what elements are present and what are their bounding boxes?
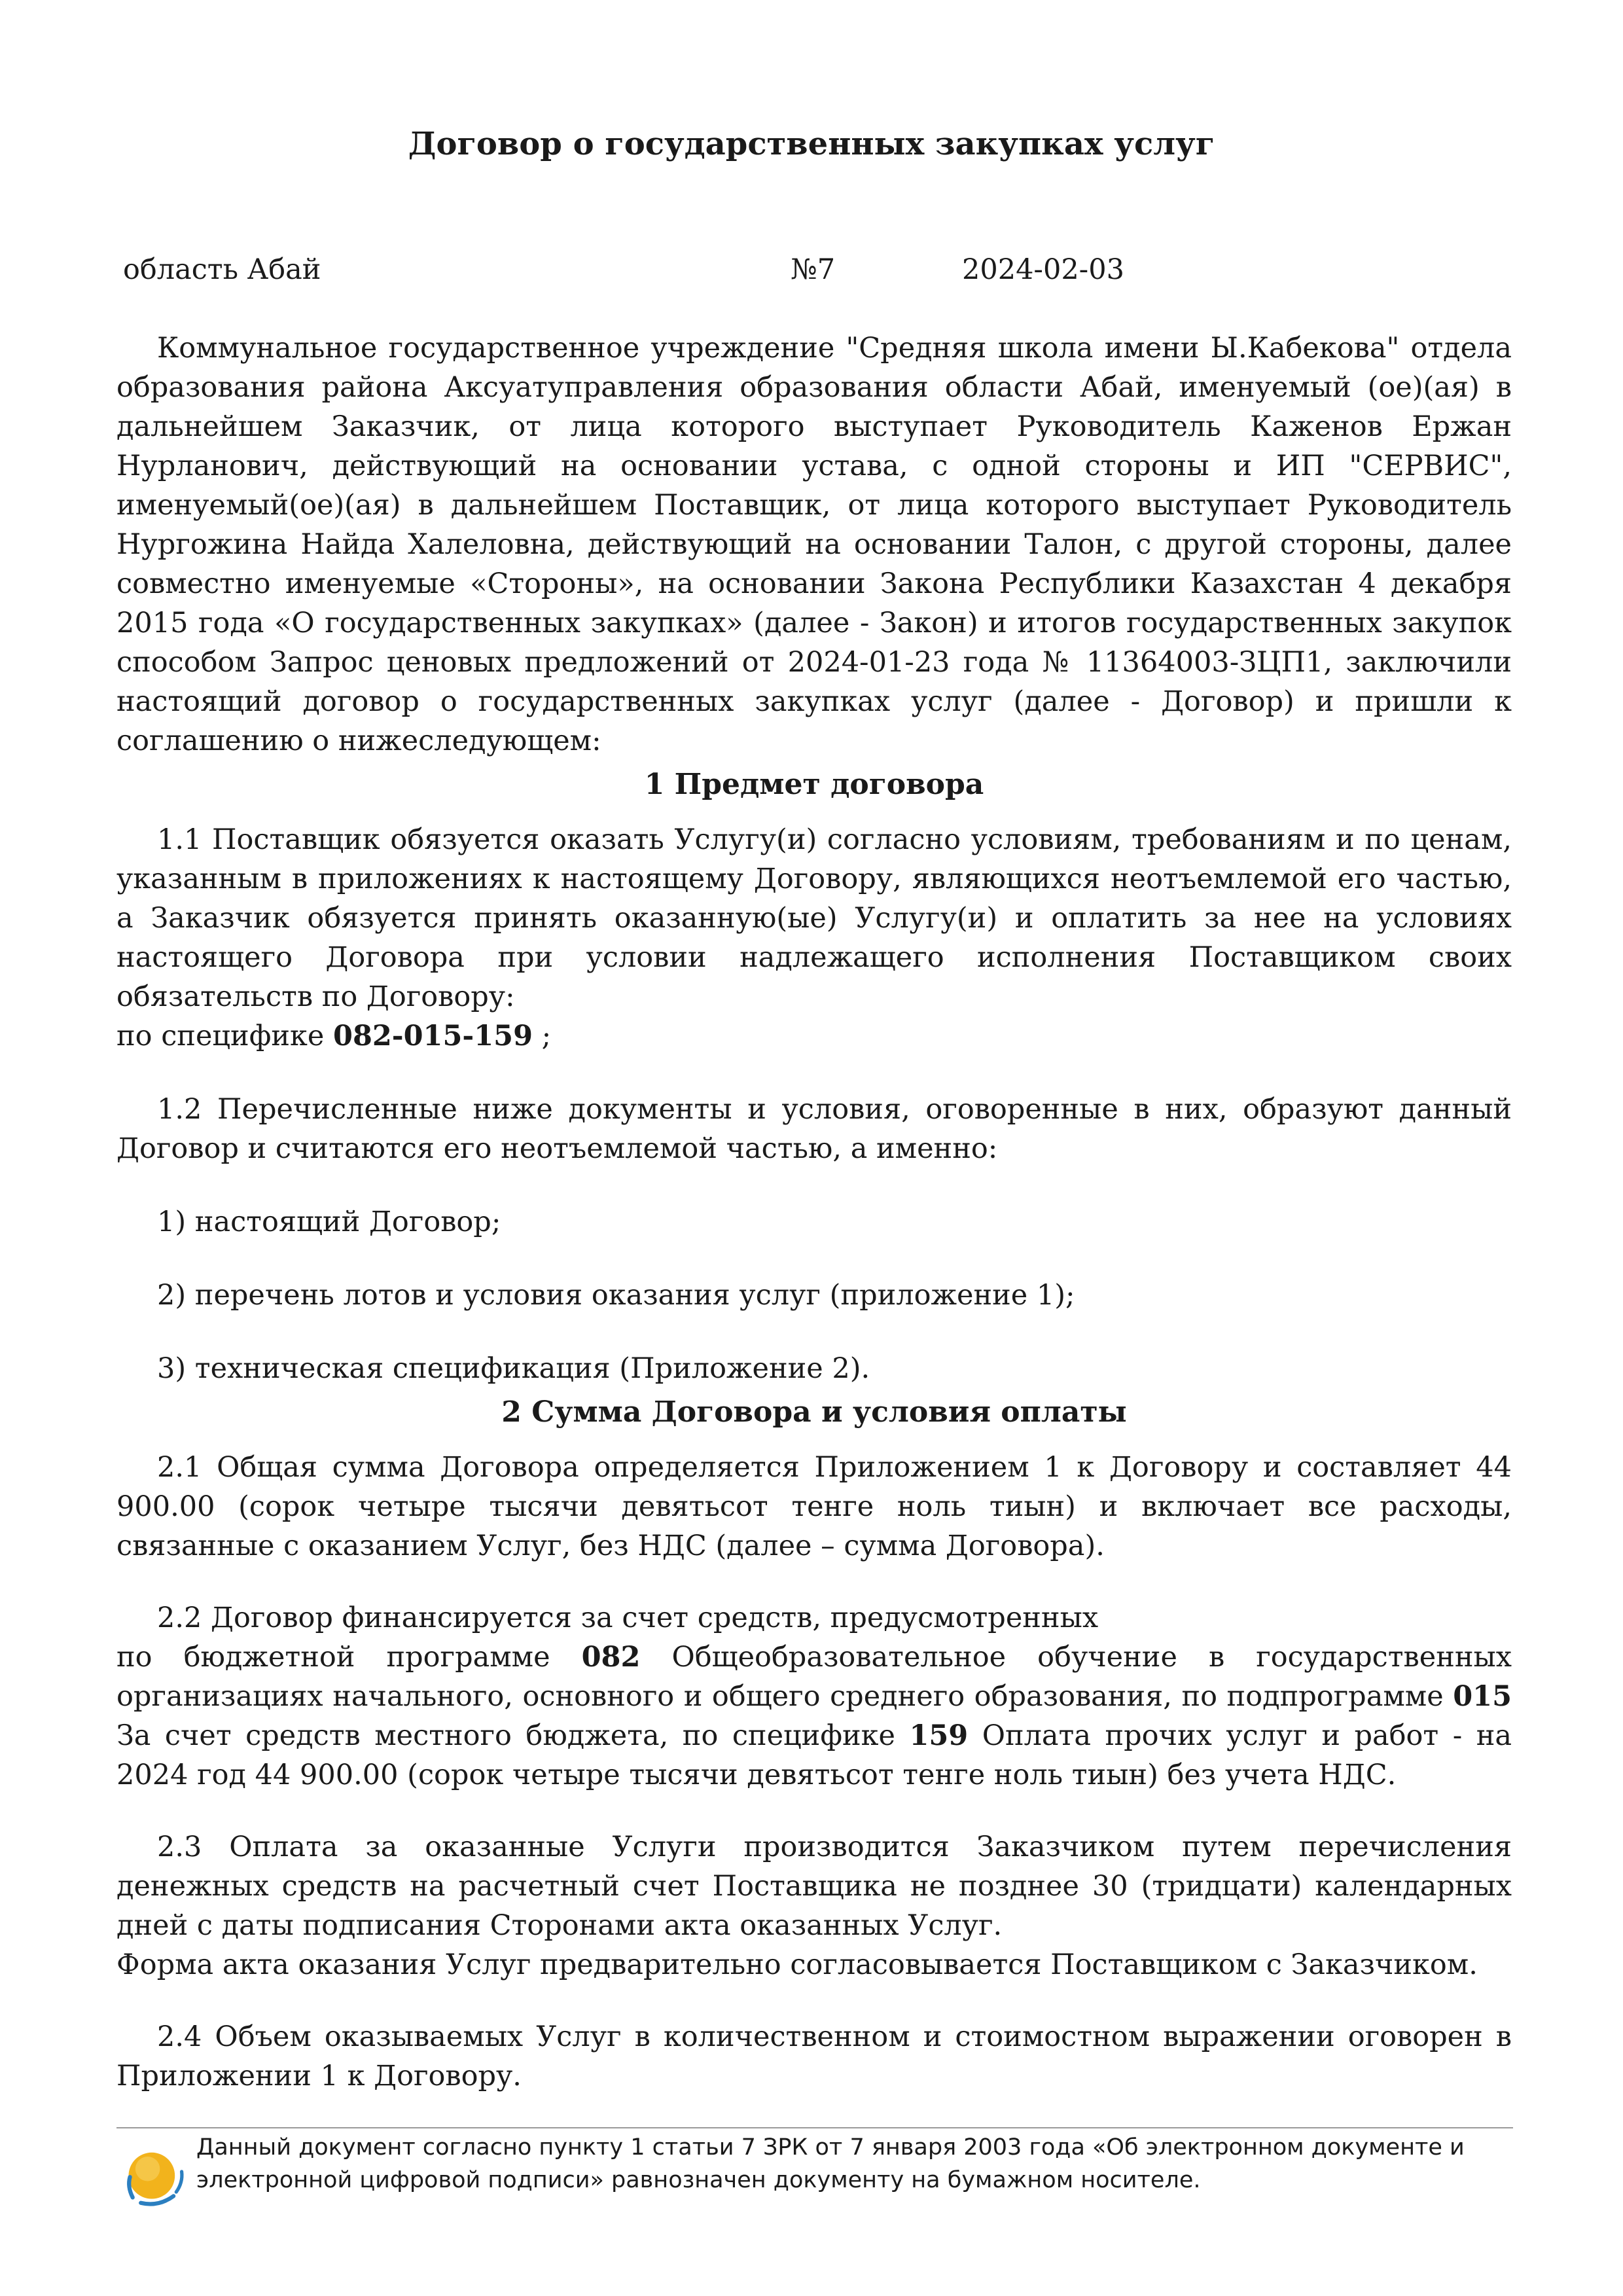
document-title: Договор о государственных закупках услуг bbox=[408, 126, 1215, 162]
specification-suffix: ; bbox=[533, 1020, 552, 1052]
footer-legal-notice: Данный документ согласно пункту 1 статьи 7 ЗРК от 7 января 2003 года «Об электронном документе и электронной цифровой подписи» равнозначен документу на бумажном носителе. bbox=[196, 2134, 1465, 2193]
document-number: №7 bbox=[791, 253, 836, 286]
subprogram-text: За счет средств местного бюджета, по специфике bbox=[116, 1719, 910, 1752]
clause-1-2: 1.2 Перечисленные ниже документы и условия, оговоренные в них, образуют данный Договор и считаются его неотъемлемой частью, а именно: bbox=[116, 1093, 1512, 1165]
section-2-heading: 2 Сумма Договора и условия оплаты bbox=[501, 1395, 1127, 1429]
clause-2-4: 2.4 Объем оказываемых Услуг в количественном и стоимостном выражении оговорен в Приложении 1 к Договору. bbox=[116, 2020, 1512, 2092]
specification-code: 082-015-159 bbox=[333, 1020, 533, 1052]
subprogram-code: 015 bbox=[1453, 1680, 1512, 1713]
section-1-heading: 1 Предмет договора bbox=[644, 768, 984, 801]
clause-2-2-financing bbox=[116, 1638, 1512, 1795]
clause-2-1: 2.1 Общая сумма Договора определяется Приложением 1 к Договору и составляет 44 900.00 (сорок четыре тысячи девятьсот тенге ноль тиын) и включает все расходы, связанные с оказанием Услуг, без НДС (далее – сумма Договора). bbox=[116, 1451, 1512, 1562]
egov-sun-logo-icon bbox=[120, 2139, 188, 2207]
preamble-paragraph: Коммунальное государственное учреждение "Средняя школа имени Ы.Кабекова" отдела образования района Аксуатуправления образования области Абай, именуемый (ое)(ая) в дальнейшем Заказчик, от лица которого выступает Руководитель Каженов Ержан Нурланович, действующий на основании устава, с одной стороны и ИП "СЕРВИС", именуемый(ое)(ая) в дальнейшем Поставщик, от лица которого выступает Руководитель Нургожина Найда Халеловна, действующий на основании Талон, с другой стороны, далее совместно именуемые «Стороны», на основании Закона Республики Казахстан 4 декабря 2015 года «О государственных закупках» (далее - Закон) и итогов государственных закупок способом Запрос ценовых предложений от 2024-01-23 года № 11364003-ЗЦП1, заключили настоящий договор о государственных закупках услуг (далее - Договор) и пришли к соглашению о нижеследующем: bbox=[116, 332, 1512, 757]
clause-2-2-intro: 2.2 Договор финансируется за счет средств, предусмотренных bbox=[157, 1602, 1099, 1634]
clause-1-1: 1.1 Поставщик обязуется оказать Услугу(и) согласно условиям, требованиям и по ценам, указанным в приложениях к настоящему Договору, являющихся неотъемлемой его частью, а Заказчик обязуется принять оказанную(ые) Услугу(и) и оплатить за нее на условиях настоящего Договора при условии надлежащего исполнения Поставщиком своих обязательств по Договору: bbox=[116, 823, 1512, 1013]
specific-text: Оплата прочих услуг и работ - на 2024 год 44 900.00 (сорок четыре тысячи девятьсот тенге ноль тиын) без учета НДС. bbox=[116, 1719, 1512, 1791]
budget-program-code: 082 bbox=[581, 1641, 641, 1674]
list-item-tech-spec: 3) техническая спецификация (Приложение 2). bbox=[157, 1352, 870, 1385]
budget-program-text: Общеобразовательное обучение в государственных организациях начального, основного и общего среднего образования, по подпрограмме bbox=[116, 1641, 1512, 1713]
clause-2-3: 2.3 Оплата за оказанные Услуги производится Заказчиком путем перечисления денежных средств на расчетный счет Поставщика не позднее 30 (тридцати) календарных дней с даты подписания Сторонами акта оказанных Услуг. bbox=[116, 1831, 1512, 1942]
budget-program-label: по бюджетной программе bbox=[116, 1641, 582, 1674]
list-item-lots: 2) перечень лотов и условия оказания услуг (приложение 1); bbox=[157, 1279, 1075, 1312]
list-item-contract: 1) настоящий Договор; bbox=[157, 1206, 501, 1238]
contract-body bbox=[116, 329, 1512, 2096]
footer-divider bbox=[116, 2127, 1513, 2128]
clause-2-3-act-form: Форма акта оказания Услуг предварительно согласовывается Поставщиком с Заказчиком. bbox=[116, 1948, 1478, 1981]
document-region: область Абай bbox=[123, 253, 321, 286]
specification-line bbox=[116, 1016, 1512, 1056]
document-date: 2024-02-03 bbox=[962, 253, 1124, 286]
specification-prefix: по специфике bbox=[116, 1020, 334, 1052]
specific-code: 159 bbox=[909, 1719, 969, 1752]
